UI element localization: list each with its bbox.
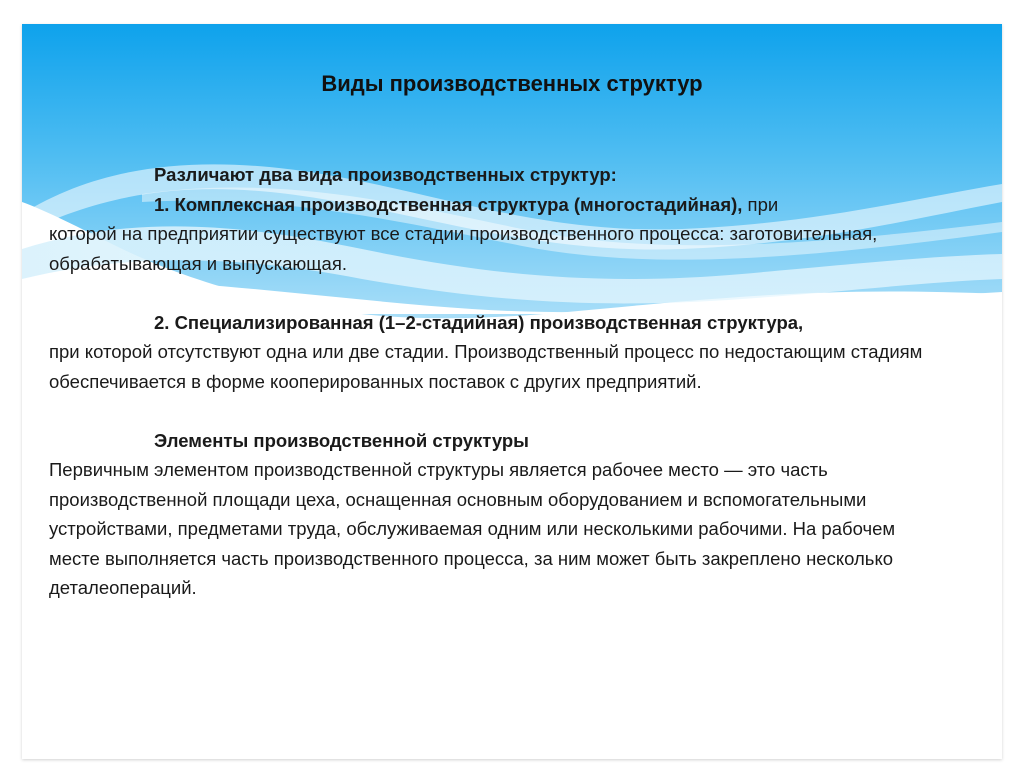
- slide-content: [49, 160, 949, 603]
- item-1-heading: 1. Комплексная производственная структура (многостадийная),: [154, 193, 743, 215]
- slide: [22, 24, 1002, 759]
- item-2-body: при которой отсутствуют одна или две стадии. Производственный процесс по недостающим стадиям обеспечивается в форме кооперированных поставок с других предприятий.: [49, 341, 923, 392]
- item-1-first-line: [49, 190, 949, 220]
- section-2-heading: Элементы производственной структуры: [154, 429, 529, 451]
- section-2-body: Первичным элементом производственной структуры является рабочее место — это часть производственной площади цеха, оснащенная основным оборудованием и вспомогательными устройствами, предметами труда, обслуживаемая одним или несколькими рабочими. На рабочем месте выполняется часть производственного процесса, за ним может быть закреплено несколько деталеопераций.: [49, 459, 896, 598]
- item-2-heading: 2. Специализированная (1–2-стадийная) производственная структура,: [154, 311, 804, 333]
- slide-title: Виды производственных структур: [321, 71, 703, 96]
- item-1-body: которой на предприятии существуют все стадии производственного процесса: заготовительная, обрабатывающая и выпускающая.: [49, 223, 878, 274]
- item-1-tail: при: [742, 193, 779, 215]
- intro-text: Различают два вида производственных структур:: [154, 164, 617, 185]
- spacer: [49, 278, 949, 308]
- spacer: [49, 396, 949, 426]
